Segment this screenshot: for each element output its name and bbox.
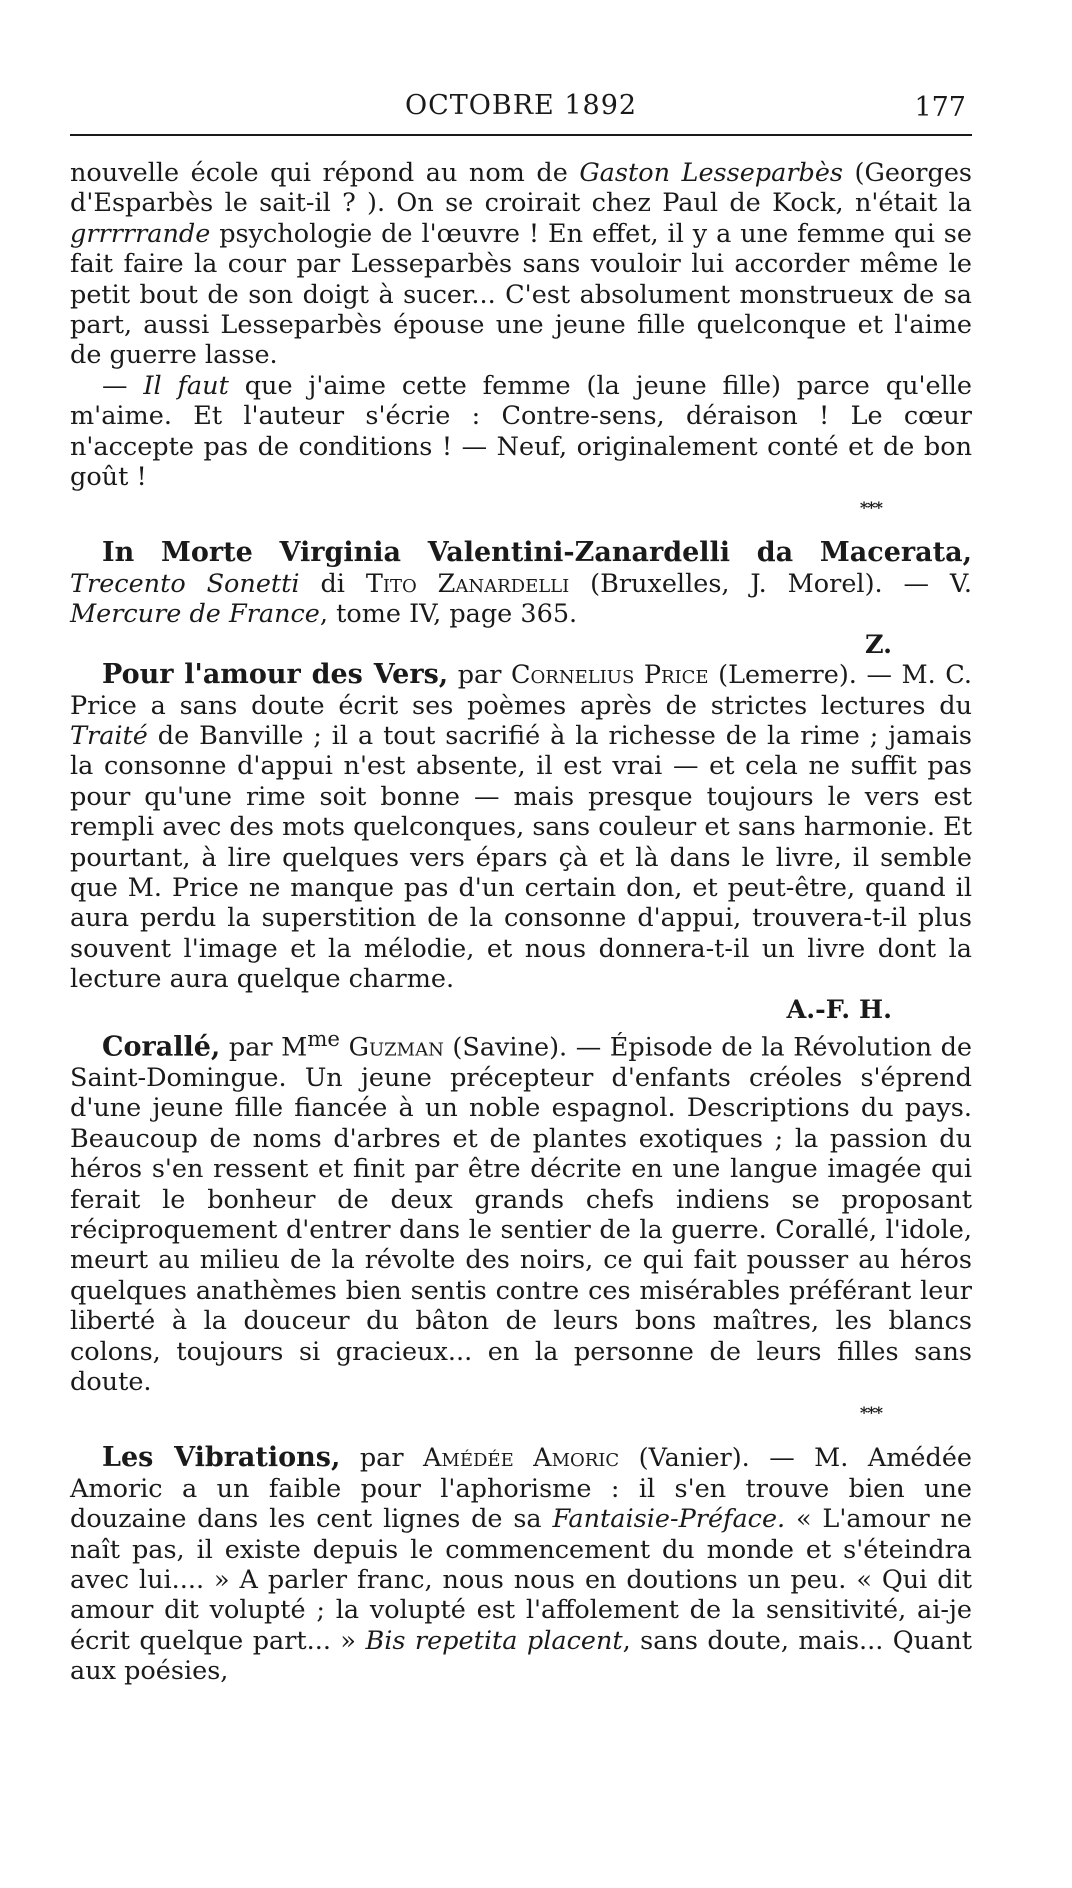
book-title: In Morte Virginia Valentini-Zanardelli da Macerata, (102, 537, 972, 569)
quote-paragraph (70, 371, 972, 493)
review-entry-coralle (70, 1025, 972, 1397)
author-name: Cornelius Price (511, 660, 709, 691)
text-run: par M (220, 1032, 308, 1063)
section-separator: *** (859, 498, 882, 518)
text-run: (Georges d'Esparbès le sait-il ? ). On se croirait chez Paul de Kock, n'était la (70, 158, 973, 219)
author-name: Tito Zanardelli (365, 568, 570, 599)
work-title: Trecento Sonetti (70, 568, 300, 599)
text-run: , tome IV, page 365. (319, 599, 578, 630)
running-title: OCTOBRE 1892 (404, 90, 638, 121)
text-run: de Banville ; il a tout sacrifié à la richesse de la rime ; jamais la consonne d'appui n'est absente, il est vrai — et cela ne suffit pas pour qu'une rime soit bonne — mais presque toujours le vers est rempli avec des mots quelconques, sans couleur et sans harmonie. Et pourtant, à lire quelques vers épars çà et là dans le livre, il semble que M. Price ne manque pas d'un certain don, et peut-être, quand il aura perdu la superstition de la consonne d'appui, trouvera-t-il plus souvent l'image et la mélodie, et nous donnera-t-il un livre dont la lecture aura quelque charme. (70, 720, 972, 995)
work-reference: Fantaisie-Préface. (552, 1504, 786, 1535)
book-title: Pour l'amour des Vers, (102, 659, 449, 691)
work-reference: Traité (70, 720, 148, 751)
review-signature: A.-F. H. (786, 994, 892, 1025)
superscript: me (307, 1026, 341, 1052)
latin-phrase: Bis repetita placent (365, 1625, 623, 1656)
text-run: « L'amour ne naît pas, il existe depuis le commencement du monde et s'éteindra avec lui.... » A parler franc, nous nous en doutions un peu. « Qui dit amour dit volupté ; la volupté est l'affolement de la sensitivité, ai-je écrit quelque part... » (70, 1504, 972, 1656)
text-run: (Savine). — Épisode de la Révolution de Saint-Domingue. Un jeune précepteur d'enfants créoles s'éprend d'une jeune fille fiancée à un noble espagnol. Descriptions du pays. Beaucoup de noms d'arbres et de plantes exotiques ; la passion du héros s'en ressent et finit par être décrite en une langue imagée qui ferait le bonheur de deux grands chefs indiens se proposant réciproquement d'entrer dans le sentier de la guerre. Corallé, l'idole, meurt au milieu de la révolte des noirs, ce qui fait pousser au héros quelques anathèmes bien sentis contre ces misérables préférant leur liberté à la douceur du bâton de leurs bons maîtres, les blancs colons, toujours si gracieux... en la personne de leurs filles sans doute. (70, 1032, 972, 1397)
review-entry-morte (70, 538, 972, 629)
text-run: (Lemerre). — M. C. Price a sans doute écrit ses poèmes après de strictes lectures du (70, 660, 972, 721)
emphasis-italic: grrrrrande (70, 218, 211, 249)
intro-paragraph (70, 158, 972, 371)
section-separator: *** (859, 1403, 882, 1423)
running-head (70, 86, 972, 136)
text-run: que j'aime cette femme (la jeune fille) parce qu'elle m'aime. Et l'auteur s'écrie : Contre-sens, déraison ! Le cœur n'accepte pas de conditions ! — Neuf, originalement conté et de bon goût ! (70, 370, 972, 493)
text-run: par (448, 660, 511, 691)
review-entry-vibrations (70, 1443, 972, 1686)
text-run: par (340, 1443, 424, 1474)
author-name-italic: Gaston Lesseparbès (579, 158, 844, 188)
text-run: psychologie de l'œuvre ! En effet, il y a une femme qui se fait faire la cour par Lesseparbès sans vouloir lui accorder même le petit bout de son doigt à sucer... C'est absolument monstrueux de sa part, aussi Lesseparbès épouse une jeune fille quelconque et l'aime de guerre lasse. (70, 218, 972, 371)
text-run: di (299, 568, 366, 599)
book-title: Corallé, (102, 1031, 221, 1063)
text-run: (Bruxelles, J. Morel). — V. (569, 568, 972, 599)
body-text (70, 158, 972, 1687)
text-run: nouvelle école qui répond au nom de (70, 158, 580, 188)
text-run: — (102, 370, 144, 401)
page-number: 177 (914, 92, 966, 123)
text-run: , sans doute, mais... Quant aux poésies, (70, 1625, 973, 1687)
book-title: Les Vibrations, (102, 1442, 341, 1474)
author-name: Guzman (348, 1032, 444, 1063)
review-signature: Z. (864, 629, 892, 660)
author-name: Amédée Amoric (423, 1443, 620, 1474)
emphasis-italic: Il faut (143, 370, 229, 401)
journal-title: Mercure de France (70, 599, 320, 630)
text-run: (Vanier). — M. Amédée Amoric a un faible pour l'aphorisme : il s'en trouve bien une douzaine dans les cent lignes de sa (70, 1443, 973, 1535)
review-entry-price (70, 660, 972, 994)
